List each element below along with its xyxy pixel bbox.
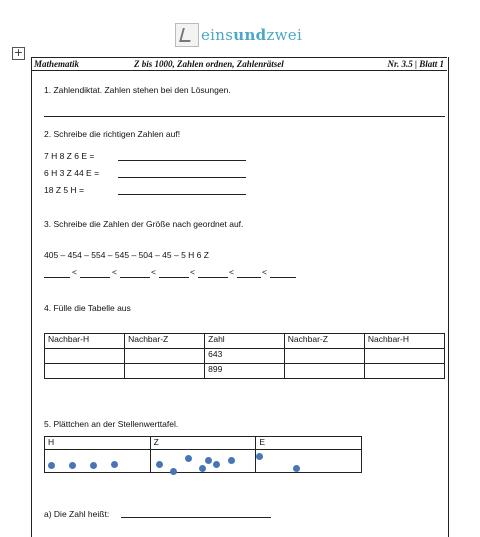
header-title: Z bis 1000, Zahlen ordnen, Zahlenrätsel xyxy=(134,59,284,69)
table-cell[interactable] xyxy=(364,364,444,379)
table-header-cell: Nachbar-Z xyxy=(284,334,364,349)
task4-text: 4. Fülle die Tabelle aus xyxy=(44,303,131,313)
table-cell[interactable] xyxy=(364,349,444,364)
task2-item-1: 7 H 8 Z 6 E = xyxy=(44,151,95,161)
order-lt-sign: < xyxy=(112,267,117,277)
table-header-cell: Nachbar-Z xyxy=(125,334,205,349)
task5-text: 5. Plättchen an der Stellenwerttafel. xyxy=(44,419,179,429)
table-cell[interactable] xyxy=(45,364,125,379)
order-lt-sign: < xyxy=(72,267,77,277)
task5-answer-label: a) Die Zahl heißt: xyxy=(44,509,110,519)
task5-answer-line[interactable] xyxy=(121,517,271,518)
table-row xyxy=(45,349,445,364)
place-value-dots-row xyxy=(45,450,362,473)
order-blank[interactable] xyxy=(44,277,70,278)
counter-dot xyxy=(205,457,212,464)
counter-dot xyxy=(48,462,55,469)
header-number: Nr. 3.5 | Blatt 1 xyxy=(387,59,444,69)
order-lt-sign: < xyxy=(229,267,234,277)
column-h: H xyxy=(45,437,151,450)
logo-prefix: eins xyxy=(201,26,234,44)
task2-text: 2. Schreibe die richtigen Zahlen auf! xyxy=(44,129,181,139)
table-cell: 899 xyxy=(205,364,285,379)
table-header-row xyxy=(45,334,445,349)
header-subject: Mathematik xyxy=(34,59,80,69)
order-blank[interactable] xyxy=(270,277,296,278)
tens-cell xyxy=(150,450,256,473)
table-header-cell: Nachbar-H xyxy=(45,334,125,349)
order-blank[interactable] xyxy=(80,277,110,278)
place-value-table xyxy=(44,436,362,473)
logo-icon xyxy=(175,23,199,47)
logo xyxy=(175,20,302,50)
counter-dot xyxy=(256,453,263,460)
column-e: E xyxy=(256,437,362,450)
units-cell xyxy=(256,450,362,473)
table-cell[interactable] xyxy=(45,349,125,364)
counter-dot xyxy=(111,461,118,468)
table-header-cell: Nachbar-H xyxy=(364,334,444,349)
order-blank[interactable] xyxy=(120,277,150,278)
order-lt-sign: < xyxy=(151,267,156,277)
table-row xyxy=(45,364,445,379)
task2-answer-line-2[interactable] xyxy=(118,177,246,178)
task2-answer-line-1[interactable] xyxy=(118,160,246,161)
hundreds-cell xyxy=(45,450,151,473)
logo-mid: und xyxy=(233,26,267,44)
column-z: Z xyxy=(150,437,256,450)
task2-item-2: 6 H 3 Z 44 E = xyxy=(44,168,100,178)
place-value-header-row xyxy=(45,437,362,450)
order-blank[interactable] xyxy=(198,277,228,278)
worksheet-header xyxy=(31,57,447,71)
counter-dot xyxy=(293,465,300,472)
counter-dot xyxy=(199,465,206,472)
task1-text: 1. Zahlendiktat. Zahlen stehen bei den Lösungen. xyxy=(44,85,231,95)
table-cell: 643 xyxy=(205,349,285,364)
task2-answer-line-3[interactable] xyxy=(118,194,246,195)
order-lt-sign: < xyxy=(190,267,195,277)
counter-dot xyxy=(90,462,97,469)
counter-dot xyxy=(228,457,235,464)
order-lt-sign: < xyxy=(262,267,267,277)
task3-numbers: 405 – 454 – 554 – 545 – 504 – 45 – 5 H 6 Z xyxy=(44,250,209,260)
table-cell[interactable] xyxy=(125,349,205,364)
counter-dot xyxy=(185,455,192,462)
task3-text: 3. Schreibe die Zahlen der Größe nach geordnet auf. xyxy=(44,219,244,229)
table-header-cell: Zahl xyxy=(205,334,285,349)
table-cell[interactable] xyxy=(284,349,364,364)
counter-dot xyxy=(156,461,163,468)
table-cell[interactable] xyxy=(125,364,205,379)
task2-item-3: 18 Z 5 H = xyxy=(44,185,84,195)
task1-answer-line[interactable] xyxy=(44,116,445,117)
move-handle-icon[interactable]: + xyxy=(13,46,24,59)
neighbor-table xyxy=(44,333,445,379)
order-blank[interactable] xyxy=(159,277,189,278)
table-cell[interactable] xyxy=(284,364,364,379)
counter-dot xyxy=(213,461,220,468)
order-blank[interactable] xyxy=(237,277,261,278)
logo-suffix: zwei xyxy=(266,26,303,44)
counter-dot xyxy=(170,468,177,475)
counter-dot xyxy=(69,462,76,469)
